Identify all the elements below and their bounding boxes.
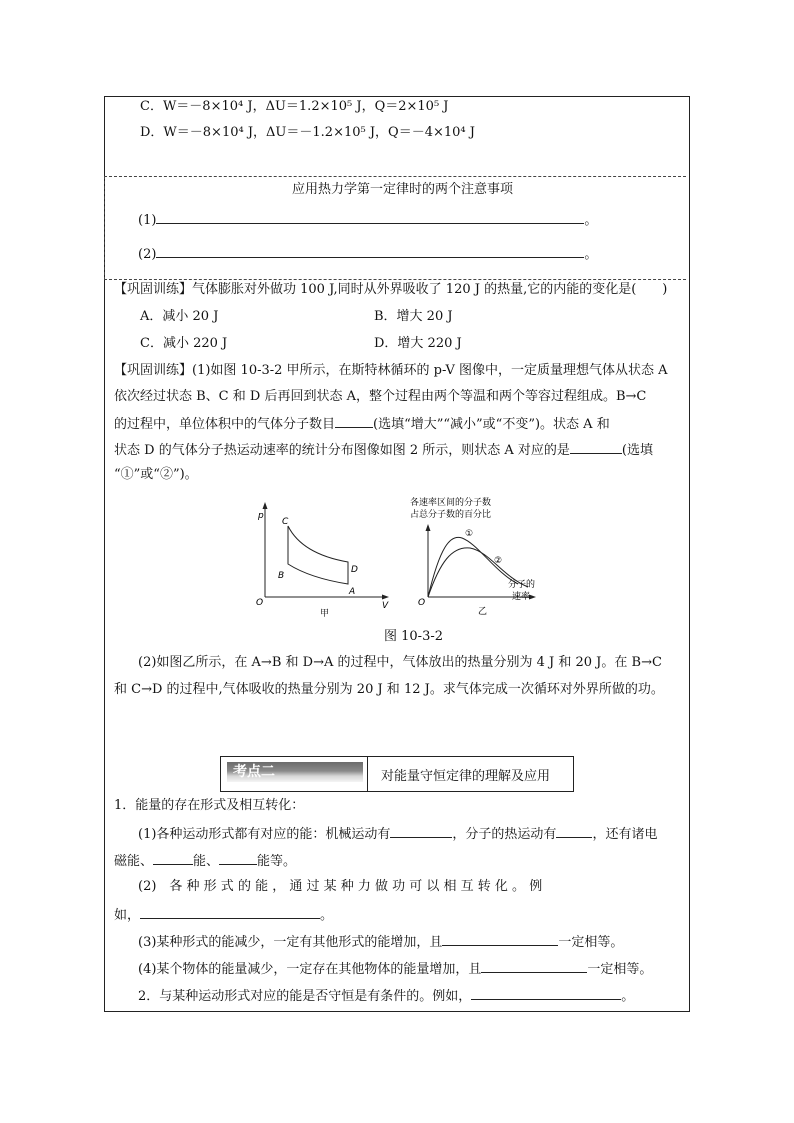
curve-1-label: ① [465, 529, 474, 539]
dist-y-arrow-icon [426, 524, 431, 531]
practice1-question: 【巩固训练】气体膨胀对外做功 100 J,同时从外界吸收了 120 J 的热量,它的内能的变化是( ) [114, 282, 668, 297]
note-item-2-label: (2) [138, 247, 157, 262]
pv-point-a: A [349, 587, 356, 597]
note-item-1-label: (1) [138, 213, 157, 228]
energy-line-4 [114, 905, 333, 925]
note-blank-2[interactable] [156, 244, 584, 258]
energy-line-2-b: 能、 [193, 854, 220, 869]
option-c-prev: C．W＝－8×10⁴ J，ΔU＝1.2×10⁵ J，Q＝2×10⁵ J [140, 99, 449, 114]
note-item-2 [138, 244, 597, 264]
practice2-line2: 依次经过状态 B、C 和 D 后再回到状态 A，整个过程由两个等温和两个等容过程组成。B→C [114, 389, 647, 404]
dist-title-line1: 各速率区间的分子数 [410, 498, 492, 508]
practice2-line5: “①”或“②”)。 [114, 467, 198, 482]
figure-10-3-2 [250, 492, 550, 622]
stirling-cycle-path [288, 526, 348, 584]
curve-1 [428, 537, 518, 597]
pv-diagram [256, 502, 389, 619]
practice1-option-a[interactable]: A．减小 20 J [140, 309, 219, 324]
energy-line-4-a: 如， [114, 908, 141, 923]
curve-2-label: ② [494, 556, 503, 566]
notes-box-title: 应用热力学第一定律时的两个注意事项 [292, 182, 514, 197]
pv-figure-label: 甲 [320, 609, 330, 619]
dist-x-label-line2: 速率 [512, 592, 531, 602]
kaodian-badge [227, 762, 363, 782]
energy-line-6-a: (4)某个物体的能量减少，一定存在其他物体的能量增加，且 [138, 962, 482, 977]
note-end-2: 。 [584, 247, 598, 262]
pv-p-label: p [258, 511, 264, 521]
practice1-option-d[interactable]: D．增大 220 J [374, 336, 462, 351]
energy-blank-form-2[interactable] [219, 851, 257, 865]
energy-blank-example[interactable] [140, 905, 320, 919]
energy-line-1-a: (1)各种运动形式都有对应的能：机械运动有 [138, 827, 391, 842]
energy-line-6 [138, 959, 652, 979]
energy-line-5-b: 一定相等。 [558, 935, 624, 950]
energy-blank-form-1[interactable] [153, 851, 193, 865]
practice2-blank-1[interactable] [335, 414, 373, 428]
dist-x-label-line1: 分子的 [508, 580, 536, 590]
energy-line-4-b: 。 [320, 908, 334, 923]
energy-blank-decrease-increase[interactable] [442, 932, 558, 946]
note-end-1: 。 [584, 213, 598, 228]
pv-point-d: D [351, 565, 358, 575]
practice2-part2-line2: 和 C→D 的过程中,气体吸收的热量分别为 20 J 和 12 J。求气体完成一次循环对外界所做的功。 [114, 682, 664, 697]
speed-distribution-diagram [410, 496, 536, 617]
energy-blank-object[interactable] [481, 959, 587, 973]
kaodian-header [220, 756, 574, 792]
dist-origin-label: O [418, 598, 426, 608]
energy-line-5-a: (3)某种形式的能减少，一定有其他形式的能增加，且 [138, 935, 443, 950]
energy-line-2-c: 能等。 [257, 854, 297, 869]
practice2-line1: 【巩固训练】(1)如图 10-3-2 甲所示，在斯特林循环的 p-V 图像中，一定质量理想气体从状态 A [114, 363, 668, 378]
energy-line-5 [138, 932, 623, 952]
energy-line-7-a: 2．与某种运动形式对应的能是否守恒是有条件的。例如， [138, 989, 472, 1004]
energy-line-1-c: ，还有诸电 [592, 827, 658, 842]
dist-x-arrow-icon [529, 595, 536, 600]
practice2-line3-b: (选填“增大”“减小”或“不变”)。状态 A 和 [373, 417, 610, 432]
practice2-line3-a: 的过程中，单位体积中的气体分子数目 [114, 417, 336, 432]
practice2-line4-b: (选填 [621, 443, 653, 458]
practice2-part2-line1: (2)如图乙所示，在 A→B 和 D→A 的过程中，气体放出的热量分别为 4 J 和 20 J。在 B→C [138, 655, 662, 670]
practice2-line4 [114, 440, 653, 460]
energy-line-1-b: ，分子的热运动有 [452, 827, 557, 842]
note-blank-1[interactable] [156, 210, 584, 224]
energy-line-3: (2) 各 种 形 式 的 能 ， 通 过 某 种 力 做 功 可 以 相 互 转 化 。 例 [138, 879, 543, 894]
practice1-option-b[interactable]: B．增大 20 J [374, 309, 453, 324]
pv-point-c: C [282, 517, 289, 527]
pv-x-arrow-icon [382, 595, 389, 600]
energy-line-1 [138, 824, 657, 844]
energy-line-2 [114, 851, 296, 871]
option-d-prev: D．W＝－8×10⁴ J，ΔU＝－1.2×10⁵ J，Q＝－4×10⁴ J [140, 125, 475, 140]
energy-line-7-b: 。 [621, 989, 635, 1004]
practice1-option-c[interactable]: C．减小 220 J [140, 336, 228, 351]
energy-heading-1: 1．能量的存在形式及相互转化： [114, 798, 305, 813]
energy-blank-mechanical[interactable] [390, 824, 452, 838]
kaodian-title: 对能量守恒定律的理解及应用 [381, 769, 551, 784]
pv-origin-label: O [256, 598, 264, 608]
kaodian-badge-label: 考点二 [233, 764, 275, 780]
practice2-line4-a: 状态 D 的气体分子热运动速率的统计分布图像如图 2 所示，则状态 A 对应的是 [114, 443, 570, 458]
pv-point-b: B [278, 571, 285, 581]
energy-blank-condition[interactable] [471, 986, 621, 1000]
dist-figure-label: 乙 [478, 607, 488, 617]
practice2-line3 [114, 414, 610, 434]
dist-title-line2: 占总分子数的百分比 [410, 510, 492, 520]
practice2-blank-2[interactable] [570, 440, 622, 454]
energy-line-6-b: 一定相等。 [587, 962, 653, 977]
pv-y-arrow-icon [263, 502, 268, 509]
figure-caption: 图 10-3-2 [384, 629, 444, 644]
energy-blank-thermal[interactable] [556, 824, 592, 838]
note-item-1 [138, 210, 597, 230]
energy-line-7 [138, 986, 634, 1006]
kaodian-divider [367, 757, 368, 791]
energy-line-2-a: 磁能、 [114, 854, 154, 869]
pv-v-label: V [382, 601, 389, 611]
